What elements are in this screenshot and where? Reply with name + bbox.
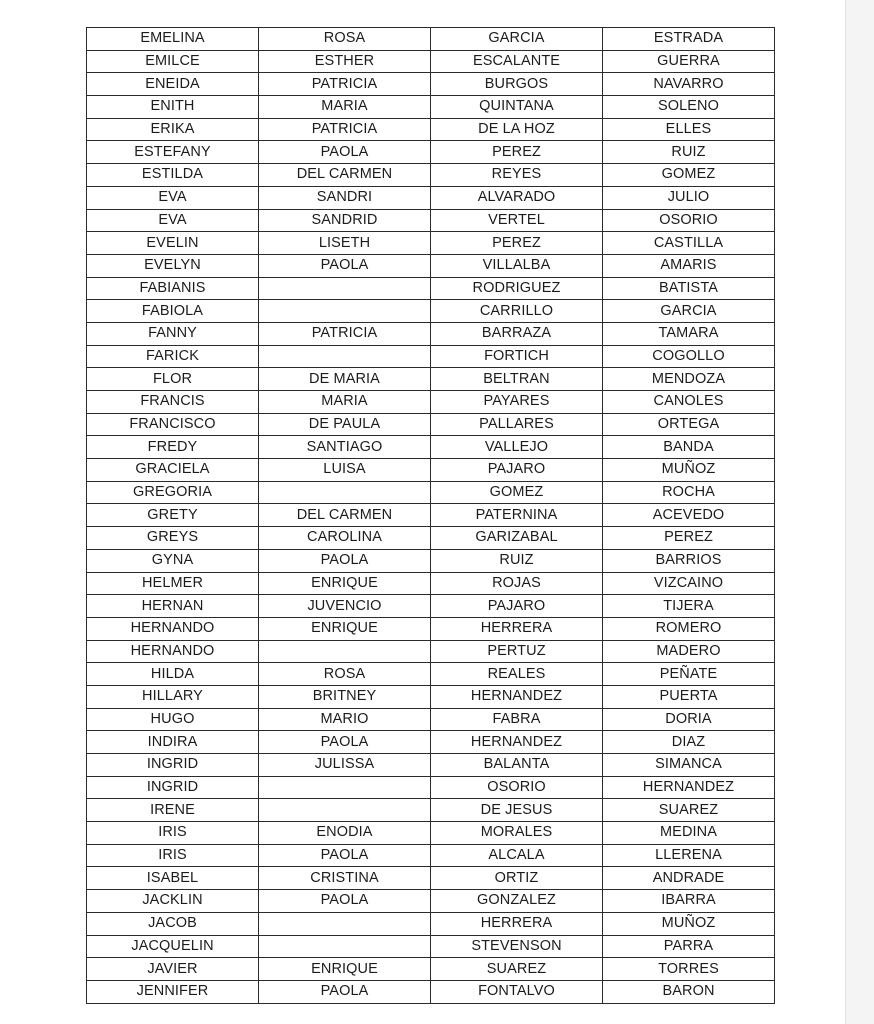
cell-first-name: EVELYN	[87, 254, 259, 277]
table-row	[87, 50, 775, 73]
cell-first-name: FABIANIS	[87, 277, 259, 300]
cell-second-name: PAOLA	[259, 141, 431, 164]
table-row	[87, 572, 775, 595]
table-row	[87, 799, 775, 822]
table-row	[87, 617, 775, 640]
cell-second-name: MARIO	[259, 708, 431, 731]
names-table	[86, 27, 775, 1004]
cell-second-surname: CASTILLA	[603, 232, 775, 255]
cell-first-surname: STEVENSON	[431, 935, 603, 958]
cell-first-name: HILLARY	[87, 685, 259, 708]
cell-second-surname: ROCHA	[603, 481, 775, 504]
cell-first-name: FRANCISCO	[87, 413, 259, 436]
table-row	[87, 776, 775, 799]
cell-first-name: JAVIER	[87, 958, 259, 981]
cell-first-name: HERNANDO	[87, 617, 259, 640]
table-row	[87, 958, 775, 981]
table-row	[87, 118, 775, 141]
cell-first-surname: DE JESUS	[431, 799, 603, 822]
cell-first-surname: RUIZ	[431, 549, 603, 572]
cell-first-name: IRENE	[87, 799, 259, 822]
cell-first-surname: BALANTA	[431, 754, 603, 777]
table-row	[87, 254, 775, 277]
cell-second-surname: ACEVEDO	[603, 504, 775, 527]
cell-second-surname: AMARIS	[603, 254, 775, 277]
cell-second-name: PATRICIA	[259, 73, 431, 96]
cell-first-name: GYNA	[87, 549, 259, 572]
table-row	[87, 73, 775, 96]
cell-second-name: PAOLA	[259, 254, 431, 277]
cell-first-surname: BARRAZA	[431, 322, 603, 345]
table-row	[87, 844, 775, 867]
cell-second-name	[259, 935, 431, 958]
cell-first-surname: ESCALANTE	[431, 50, 603, 73]
cell-second-name: ESTHER	[259, 50, 431, 73]
cell-second-surname: IBARRA	[603, 890, 775, 913]
cell-second-surname: MENDOZA	[603, 368, 775, 391]
cell-second-name: ENRIQUE	[259, 572, 431, 595]
cell-second-surname: BARON	[603, 980, 775, 1003]
cell-second-name: LUISA	[259, 459, 431, 482]
cell-first-name: GRETY	[87, 504, 259, 527]
cell-second-name: DE MARIA	[259, 368, 431, 391]
cell-first-name: HERNAN	[87, 595, 259, 618]
cell-second-name: PATRICIA	[259, 118, 431, 141]
cell-first-name: ESTEFANY	[87, 141, 259, 164]
cell-second-surname: NAVARRO	[603, 73, 775, 96]
cell-second-surname: OSORIO	[603, 209, 775, 232]
table-row	[87, 912, 775, 935]
cell-first-name: HILDA	[87, 663, 259, 686]
cell-first-surname: ROJAS	[431, 572, 603, 595]
cell-second-surname: ESTRADA	[603, 28, 775, 51]
table-row	[87, 481, 775, 504]
cell-second-surname: ROMERO	[603, 617, 775, 640]
cell-second-surname: PARRA	[603, 935, 775, 958]
cell-second-name: DE PAULA	[259, 413, 431, 436]
cell-second-surname: BANDA	[603, 436, 775, 459]
table-row	[87, 549, 775, 572]
cell-first-surname: PAJARO	[431, 595, 603, 618]
cell-second-surname: MUÑOZ	[603, 912, 775, 935]
cell-second-name	[259, 481, 431, 504]
cell-first-surname: ORTIZ	[431, 867, 603, 890]
cell-second-surname: DORIA	[603, 708, 775, 731]
cell-second-name: JUVENCIO	[259, 595, 431, 618]
table-row	[87, 504, 775, 527]
cell-second-name: DEL CARMEN	[259, 504, 431, 527]
cell-first-name: GREGORIA	[87, 481, 259, 504]
cell-second-name	[259, 912, 431, 935]
cell-first-name: GRACIELA	[87, 459, 259, 482]
cell-first-surname: GARCIA	[431, 28, 603, 51]
cell-second-surname: PEREZ	[603, 527, 775, 550]
cell-first-name: HELMER	[87, 572, 259, 595]
cell-first-surname: HERNANDEZ	[431, 731, 603, 754]
cell-first-name: JACQUELIN	[87, 935, 259, 958]
cell-first-name: JENNIFER	[87, 980, 259, 1003]
cell-second-surname: GUERRA	[603, 50, 775, 73]
table-row	[87, 186, 775, 209]
cell-second-surname: PUERTA	[603, 685, 775, 708]
table-row	[87, 685, 775, 708]
cell-second-surname: RUIZ	[603, 141, 775, 164]
cell-second-name: DEL CARMEN	[259, 164, 431, 187]
cell-first-name: FANNY	[87, 322, 259, 345]
cell-second-name: ENRIQUE	[259, 958, 431, 981]
cell-second-surname: MEDINA	[603, 822, 775, 845]
cell-first-name: JACKLIN	[87, 890, 259, 913]
cell-first-surname: QUINTANA	[431, 96, 603, 119]
table-row	[87, 300, 775, 323]
cell-second-name: PAOLA	[259, 731, 431, 754]
cell-first-surname: MORALES	[431, 822, 603, 845]
cell-first-surname: DE LA HOZ	[431, 118, 603, 141]
cell-second-name: MARIA	[259, 391, 431, 414]
cell-first-surname: FONTALVO	[431, 980, 603, 1003]
cell-first-surname: PAYARES	[431, 391, 603, 414]
cell-second-name: PAOLA	[259, 549, 431, 572]
cell-first-surname: PALLARES	[431, 413, 603, 436]
cell-second-name: ROSA	[259, 28, 431, 51]
table-row	[87, 459, 775, 482]
cell-first-name: HUGO	[87, 708, 259, 731]
cell-second-surname: VIZCAINO	[603, 572, 775, 595]
cell-second-name: PAOLA	[259, 844, 431, 867]
cell-second-name	[259, 345, 431, 368]
cell-second-surname: MUÑOZ	[603, 459, 775, 482]
table-row	[87, 867, 775, 890]
table-row	[87, 391, 775, 414]
cell-second-surname: SUAREZ	[603, 799, 775, 822]
cell-second-surname: PEÑATE	[603, 663, 775, 686]
cell-second-name: CRISTINA	[259, 867, 431, 890]
cell-first-name: IRIS	[87, 822, 259, 845]
cell-first-name: FLOR	[87, 368, 259, 391]
cell-second-name: CAROLINA	[259, 527, 431, 550]
cell-first-name: INGRID	[87, 776, 259, 799]
cell-first-surname: BURGOS	[431, 73, 603, 96]
cell-first-surname: REYES	[431, 164, 603, 187]
cell-first-surname: GOMEZ	[431, 481, 603, 504]
cell-first-name: JACOB	[87, 912, 259, 935]
cell-first-surname: FORTICH	[431, 345, 603, 368]
table-row	[87, 595, 775, 618]
cell-second-surname: BATISTA	[603, 277, 775, 300]
cell-first-surname: VALLEJO	[431, 436, 603, 459]
cell-second-name: PATRICIA	[259, 322, 431, 345]
cell-second-surname: TAMARA	[603, 322, 775, 345]
cell-second-surname: HERNANDEZ	[603, 776, 775, 799]
cell-first-surname: PEREZ	[431, 141, 603, 164]
cell-second-name: ENRIQUE	[259, 617, 431, 640]
cell-first-name: INGRID	[87, 754, 259, 777]
table-row	[87, 436, 775, 459]
cell-first-surname: RODRIGUEZ	[431, 277, 603, 300]
cell-first-surname: VERTEL	[431, 209, 603, 232]
cell-second-name: PAOLA	[259, 980, 431, 1003]
cell-first-name: ERIKA	[87, 118, 259, 141]
table-row	[87, 96, 775, 119]
cell-second-surname: ORTEGA	[603, 413, 775, 436]
table-row	[87, 164, 775, 187]
cell-second-name: ROSA	[259, 663, 431, 686]
cell-second-surname: MADERO	[603, 640, 775, 663]
cell-second-surname: SOLENO	[603, 96, 775, 119]
cell-first-surname: BELTRAN	[431, 368, 603, 391]
cell-second-name: ENODIA	[259, 822, 431, 845]
cell-first-name: EVA	[87, 209, 259, 232]
cell-first-name: FABIOLA	[87, 300, 259, 323]
cell-second-name: SANTIAGO	[259, 436, 431, 459]
cell-first-surname: SUAREZ	[431, 958, 603, 981]
cell-first-surname: HERRERA	[431, 912, 603, 935]
table-row	[87, 232, 775, 255]
cell-first-surname: OSORIO	[431, 776, 603, 799]
cell-second-surname: JULIO	[603, 186, 775, 209]
cell-second-surname: TORRES	[603, 958, 775, 981]
cell-second-name	[259, 799, 431, 822]
table-row	[87, 640, 775, 663]
cell-second-name: SANDRID	[259, 209, 431, 232]
cell-second-surname: DIAZ	[603, 731, 775, 754]
cell-first-name: ENEIDA	[87, 73, 259, 96]
cell-first-name: INDIRA	[87, 731, 259, 754]
cell-first-name: ESTILDA	[87, 164, 259, 187]
cell-first-surname: ALCALA	[431, 844, 603, 867]
cell-first-name: EVELIN	[87, 232, 259, 255]
cell-second-name	[259, 776, 431, 799]
cell-second-name	[259, 277, 431, 300]
cell-first-name: FREDY	[87, 436, 259, 459]
table-row	[87, 980, 775, 1003]
table-row	[87, 141, 775, 164]
cell-first-surname: FABRA	[431, 708, 603, 731]
cell-first-name: FARICK	[87, 345, 259, 368]
cell-first-surname: PAJARO	[431, 459, 603, 482]
table-row	[87, 413, 775, 436]
cell-first-surname: CARRILLO	[431, 300, 603, 323]
cell-first-surname: HERRERA	[431, 617, 603, 640]
cell-first-name: ENITH	[87, 96, 259, 119]
cell-second-surname: GOMEZ	[603, 164, 775, 187]
cell-first-surname: PERTUZ	[431, 640, 603, 663]
cell-first-name: HERNANDO	[87, 640, 259, 663]
cell-first-name: EVA	[87, 186, 259, 209]
cell-first-name: GREYS	[87, 527, 259, 550]
names-table-body	[87, 28, 775, 1004]
cell-first-name: ISABEL	[87, 867, 259, 890]
table-row	[87, 368, 775, 391]
cell-first-name: EMILCE	[87, 50, 259, 73]
cell-second-name	[259, 640, 431, 663]
cell-first-name: FRANCIS	[87, 391, 259, 414]
cell-second-name: JULISSA	[259, 754, 431, 777]
cell-first-surname: REALES	[431, 663, 603, 686]
cell-second-surname: CANOLES	[603, 391, 775, 414]
table-row	[87, 209, 775, 232]
cell-first-surname: PEREZ	[431, 232, 603, 255]
cell-first-surname: ALVARADO	[431, 186, 603, 209]
cell-second-name: SANDRI	[259, 186, 431, 209]
cell-second-surname: BARRIOS	[603, 549, 775, 572]
cell-second-surname: LLERENA	[603, 844, 775, 867]
cell-first-surname: HERNANDEZ	[431, 685, 603, 708]
cell-first-name: IRIS	[87, 844, 259, 867]
cell-second-surname: ANDRADE	[603, 867, 775, 890]
cell-second-name: PAOLA	[259, 890, 431, 913]
table-row	[87, 28, 775, 51]
cell-second-surname: SIMANCA	[603, 754, 775, 777]
cell-first-surname: VILLALBA	[431, 254, 603, 277]
cell-second-surname: TIJERA	[603, 595, 775, 618]
table-row	[87, 277, 775, 300]
table-row	[87, 345, 775, 368]
table-row	[87, 754, 775, 777]
table-row	[87, 935, 775, 958]
table-row	[87, 527, 775, 550]
cell-second-name: MARIA	[259, 96, 431, 119]
cell-first-name: EMELINA	[87, 28, 259, 51]
table-row	[87, 708, 775, 731]
table-row	[87, 663, 775, 686]
cell-second-surname: ELLES	[603, 118, 775, 141]
cell-first-surname: PATERNINA	[431, 504, 603, 527]
cell-first-surname: GARIZABAL	[431, 527, 603, 550]
cell-second-name	[259, 300, 431, 323]
table-row	[87, 322, 775, 345]
table-row	[87, 890, 775, 913]
table-row	[87, 822, 775, 845]
cell-first-surname: GONZALEZ	[431, 890, 603, 913]
viewer-margin	[845, 0, 874, 1024]
cell-second-surname: COGOLLO	[603, 345, 775, 368]
cell-second-name: LISETH	[259, 232, 431, 255]
cell-second-name: BRITNEY	[259, 685, 431, 708]
cell-second-surname: GARCIA	[603, 300, 775, 323]
table-row	[87, 731, 775, 754]
